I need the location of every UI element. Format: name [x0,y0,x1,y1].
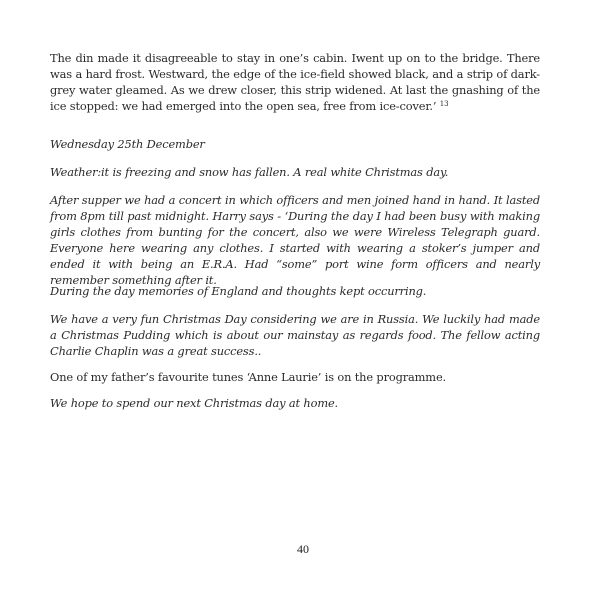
diary-date-heading: Wednesday 25th December [50,137,205,151]
paragraph-hope: We hope to spend our next Christmas day at home. [50,396,339,410]
paragraph-ice-field [50,50,540,114]
page-number: 40 [297,542,309,556]
paragraph-weather: Weather:it is freezing and snow has fallen. A real white Christmas day. [50,165,449,179]
paragraph-favourite-tunes: One of my father’s favourite tunes ‘Anne Laurie’ is on the programme. [50,370,447,384]
paragraph-text: The din made it disagreeable to stay in one’s cabin. Iwent up on to the bridge. There was a hard frost. Westward, the edge of the ice-field showed black, and a strip of dark-grey water gleamed. As we drew closer, this strip widened. At last the gnashing of the ice stopped: we had emerged into the open sea, free from ice-cover.’ [50,51,540,113]
paragraph-christmas-day: We have a very fun Christmas Day considering we are in Russia. We luckily had made a Christmas Pudding which is about our mainstay as regards food. The fellow acting Charlie Chaplin was a great success.. [50,312,540,358]
paragraph-memories: During the day memories of England and thoughts kept occurring. [50,284,427,298]
footnote-reference: 13 [439,100,449,108]
paragraph-concert: After supper we had a concert in which officers and men joined hand in hand. It lasted from 8pm till past midnight. Harry says - ‘During the day I had been busy with making girls clothes from bunting for the concert, also we were Wireless Telegraph guard. Everyone here wearing any clothes. I started with wearing a stoker’s jumper and ended it with being an E.R.A. Had “some” port wine form officers and nearly remember something after it. [50,193,540,287]
